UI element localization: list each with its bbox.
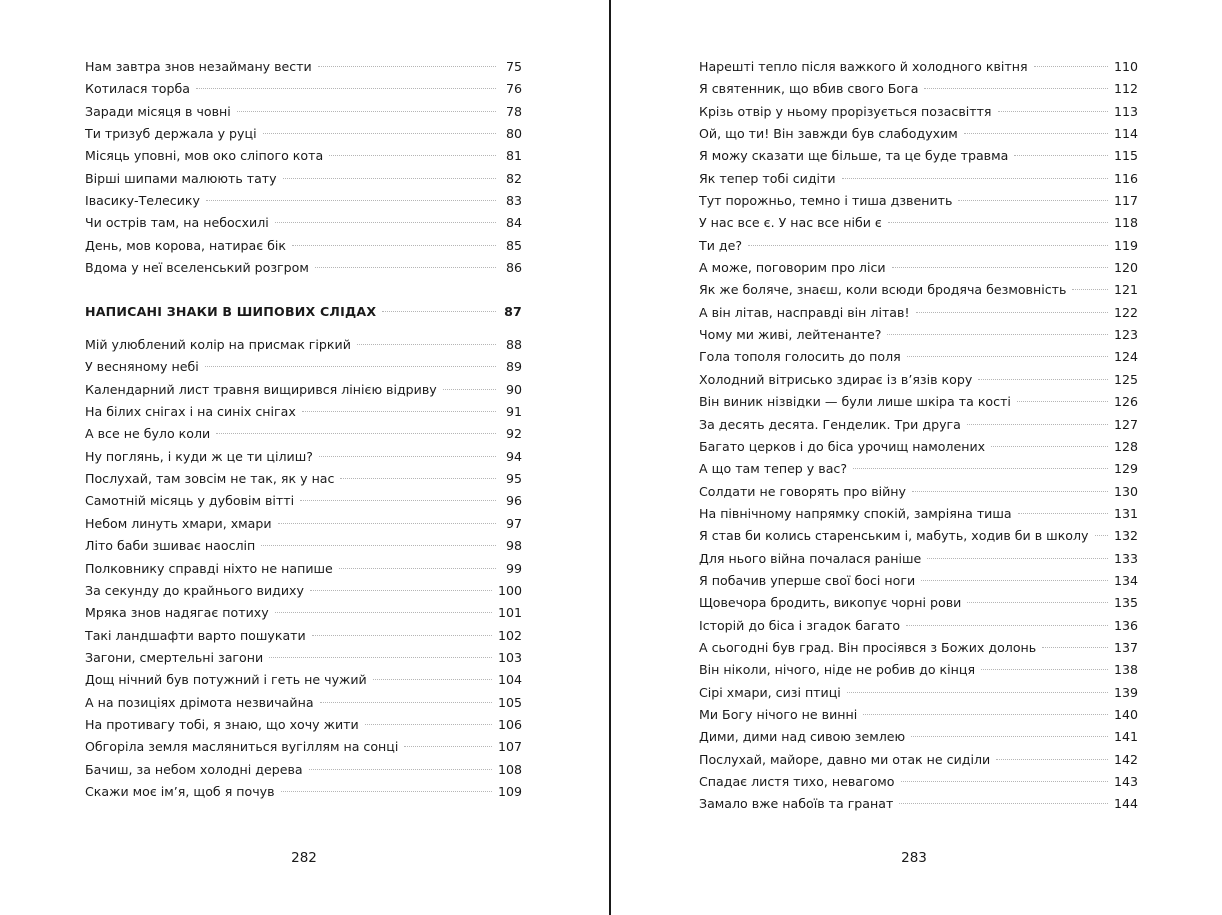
- dot-leader: [853, 468, 1108, 469]
- toc-entry: [699, 145, 1138, 167]
- dot-leader: [302, 411, 496, 412]
- entry-page-number: 135: [1113, 595, 1138, 611]
- toc-entry: [85, 669, 522, 691]
- entry-title: Чи острів там, на небосхилі: [85, 215, 269, 231]
- toc-entry: [85, 212, 522, 234]
- dot-leader: [339, 568, 496, 569]
- entry-page-number: 92: [505, 426, 522, 442]
- entry-title: Для нього війна почалася раніше: [699, 550, 922, 566]
- toc-entry: [85, 168, 522, 190]
- toc-entry: [85, 535, 522, 557]
- dot-leader: [842, 178, 1108, 179]
- entry-title: Вдома у неї вселенський розгром: [85, 260, 309, 276]
- entry-title: У нас все є. У нас все ніби є: [699, 215, 882, 231]
- dot-leader: [911, 736, 1108, 737]
- toc-entry: [699, 436, 1138, 458]
- entry-title: Я став би колись старенським і, мабуть, ходив би в школу: [699, 528, 1089, 544]
- toc-entry: [699, 235, 1138, 257]
- entry-page-number: 118: [1113, 215, 1138, 231]
- entry-title: Вірші шипами малюють тату: [85, 170, 277, 186]
- entry-page-number: 84: [505, 215, 522, 231]
- entry-title: Дими, дими над сивою землею: [699, 729, 906, 745]
- entry-title: Ну поглянь, і куди ж це ти цілиш?: [85, 448, 313, 464]
- dot-leader: [310, 590, 492, 591]
- dot-leader: [206, 200, 496, 201]
- toc-entry: [85, 334, 522, 356]
- entry-page-number: 97: [505, 515, 522, 531]
- entry-page-number: 143: [1113, 774, 1138, 789]
- dot-leader: [998, 111, 1108, 112]
- dot-leader: [261, 545, 496, 546]
- dot-leader: [275, 222, 496, 223]
- dot-leader: [847, 692, 1108, 693]
- page-number-left: 282: [291, 850, 317, 866]
- dot-leader: [196, 88, 496, 89]
- entry-title: Як тепер тобі сидіти: [699, 170, 836, 186]
- entry-title: А може, поговорим про ліси: [699, 260, 886, 276]
- entry-title: Мряка знов надягає потиху: [85, 605, 269, 621]
- dot-leader: [216, 433, 496, 434]
- dot-leader: [312, 635, 492, 636]
- toc-entry: [699, 279, 1138, 301]
- dot-leader: [916, 312, 1108, 313]
- dot-leader: [901, 781, 1108, 782]
- dot-leader: [320, 702, 492, 703]
- entry-title: Крізь отвір у ньому прорізується позасвіття: [699, 103, 992, 119]
- entry-page-number: 128: [1113, 438, 1138, 454]
- toc-entry: [85, 558, 522, 580]
- entry-page-number: 100: [497, 582, 522, 598]
- dot-leader: [263, 133, 496, 134]
- entry-page-number: 131: [1113, 505, 1138, 521]
- dot-leader: [921, 580, 1108, 581]
- dot-leader: [278, 523, 496, 524]
- entry-page-number: 86: [505, 260, 522, 276]
- dot-leader: [967, 424, 1108, 425]
- dot-leader: [269, 657, 492, 658]
- toc-entry: [699, 78, 1138, 100]
- toc-entry: [699, 548, 1138, 570]
- toc-entry: [699, 324, 1138, 346]
- dot-leader: [382, 311, 496, 312]
- dot-leader: [1072, 289, 1108, 290]
- entry-title: На білих снігах і на синіх снігах: [85, 404, 296, 420]
- entry-title: Котилася торба: [85, 81, 190, 97]
- toc-entry: [699, 570, 1138, 592]
- entry-page-number: 140: [1113, 706, 1138, 722]
- dot-leader: [1018, 513, 1108, 514]
- dot-leader: [924, 88, 1108, 89]
- entry-page-number: 103: [497, 649, 522, 665]
- entry-page-number: 108: [497, 761, 522, 777]
- dot-leader: [319, 456, 496, 457]
- dot-leader: [899, 803, 1108, 804]
- entry-title: Історій до біса і згадок багато: [699, 617, 901, 633]
- entry-title: Літо баби зшиває наосліп: [85, 538, 256, 554]
- entry-title: На противагу тобі, я знаю, що хочу жити: [85, 716, 359, 732]
- dot-leader: [967, 602, 1108, 603]
- entry-title: Заради місяця в човні: [85, 103, 231, 119]
- toc-entry: [85, 736, 522, 758]
- entry-title: Ти тризуб держала у руці: [85, 126, 257, 142]
- entry-title: Я святенник, що вбив свого Бога: [699, 81, 919, 97]
- entry-title: День, мов корова, натирає бік: [85, 237, 287, 253]
- entry-title: Гола тополя голосить до поля: [699, 349, 901, 365]
- entry-title: Я побачив уперше свої босі ноги: [699, 572, 916, 588]
- entry-page-number: 116: [1113, 170, 1138, 186]
- section-page-number: 87: [504, 304, 522, 320]
- entry-title: Такі ландшафти варто пошукати: [85, 627, 306, 643]
- dot-leader: [907, 356, 1108, 357]
- dot-leader: [892, 267, 1108, 268]
- dot-leader: [365, 724, 492, 725]
- dot-leader: [1014, 155, 1108, 156]
- entry-page-number: 134: [1113, 572, 1138, 588]
- entry-page-number: 75: [505, 59, 522, 74]
- dot-leader: [888, 222, 1108, 223]
- entry-page-number: 127: [1113, 416, 1138, 432]
- entry-page-number: 106: [497, 716, 522, 732]
- entry-page-number: 94: [505, 448, 522, 464]
- dot-leader: [1042, 647, 1108, 648]
- entry-page-number: 122: [1113, 304, 1138, 320]
- entry-title: А сьогодні був град. Він просіявся з Божих долонь: [699, 639, 1037, 655]
- entry-page-number: 126: [1113, 394, 1138, 410]
- dot-leader: [205, 366, 496, 367]
- dot-leader: [404, 746, 492, 747]
- entry-page-number: 138: [1113, 662, 1138, 678]
- toc-entry: [85, 490, 522, 512]
- section-title: НАПИСАНІ ЗНАКИ В ШИПОВИХ СЛІДАХ: [85, 304, 377, 320]
- toc-entry: [85, 190, 522, 212]
- entry-title: Холодний вітрисько здирає із в’язів кору: [699, 371, 973, 387]
- dot-leader: [991, 446, 1108, 447]
- dot-leader: [300, 500, 496, 501]
- entry-title: Солдати не говорять про війну: [699, 483, 906, 499]
- entry-title: Чому ми живі, лейтенанте?: [699, 327, 882, 343]
- entry-page-number: 98: [505, 538, 522, 554]
- entry-title: Самотній місяць у дубовім вітті: [85, 493, 295, 509]
- entry-page-number: 101: [497, 605, 522, 621]
- toc-entry: [699, 726, 1138, 748]
- entry-title: Нам завтра знов незайману вести: [85, 59, 312, 74]
- dot-leader: [329, 155, 496, 156]
- dot-leader: [958, 200, 1108, 201]
- entry-page-number: 117: [1113, 193, 1138, 209]
- entry-page-number: 76: [505, 81, 522, 97]
- toc-entry: [699, 56, 1138, 78]
- dot-leader: [340, 478, 496, 479]
- toc-entry: [85, 580, 522, 602]
- entry-page-number: 136: [1113, 617, 1138, 633]
- entry-title: Послухай, там зовсім не так, як у нас: [85, 471, 335, 487]
- entry-title: Небом линуть хмари, хмари: [85, 515, 272, 531]
- entry-page-number: 109: [497, 783, 522, 799]
- toc-entry: [85, 257, 522, 279]
- toc-entry: [85, 781, 522, 803]
- dot-leader: [978, 379, 1108, 380]
- toc-entry: [699, 212, 1138, 234]
- entry-title: За десять десята. Генделик. Три друга: [699, 416, 961, 432]
- toc-entry: [85, 379, 522, 401]
- entry-page-number: 133: [1113, 550, 1138, 566]
- entry-page-number: 112: [1113, 81, 1138, 97]
- entry-page-number: 113: [1113, 103, 1138, 119]
- entry-page-number: 78: [505, 103, 522, 119]
- entry-title: За секунду до крайнього видиху: [85, 582, 304, 598]
- dot-leader: [443, 389, 496, 390]
- entry-title: Нарешті тепло після важкого й холодного квітня: [699, 59, 1028, 74]
- entry-title: А він літав, насправді він літав!: [699, 304, 910, 320]
- toc-entry: [699, 458, 1138, 480]
- entry-title: Щовечора бродить, викопує чорні рови: [699, 595, 962, 611]
- dot-leader: [373, 679, 492, 680]
- entry-page-number: 105: [497, 694, 522, 710]
- entry-page-number: 81: [505, 148, 522, 164]
- entry-title: Бачиш, за небом холодні дерева: [85, 761, 303, 777]
- dot-leader: [927, 558, 1108, 559]
- toc-entry: [699, 257, 1138, 279]
- toc-entry: [85, 423, 522, 445]
- toc-entry: [85, 446, 522, 468]
- entry-page-number: 83: [505, 193, 522, 209]
- toc-entry: [699, 391, 1138, 413]
- entry-title: Івасику-Телесику: [85, 193, 200, 209]
- entry-title: А на позиціях дрімота незвичайна: [85, 694, 314, 710]
- entry-title: Мій улюблений колір на присмак гіркий: [85, 337, 351, 353]
- page-number-right: 283: [901, 850, 927, 866]
- entry-page-number: 120: [1113, 260, 1138, 276]
- toc-entry: [699, 525, 1138, 547]
- entry-page-number: 139: [1113, 684, 1138, 700]
- dot-leader: [912, 491, 1108, 492]
- toc-entry: [85, 759, 522, 781]
- entry-title: А що там тепер у вас?: [699, 461, 848, 477]
- toc-entry: [699, 592, 1138, 614]
- toc-entry: [699, 123, 1138, 145]
- toc-entry: [85, 625, 522, 647]
- toc-entry: [699, 793, 1138, 815]
- entry-page-number: 124: [1113, 349, 1138, 365]
- entry-page-number: 114: [1113, 126, 1138, 142]
- entry-page-number: 107: [497, 739, 522, 755]
- toc-list-right: [699, 56, 1138, 816]
- entry-title: Багато церков і до біса урочищ намолених: [699, 438, 986, 454]
- right-page: [612, 0, 1222, 915]
- dot-leader: [964, 133, 1108, 134]
- entry-title: Сірі хмари, сизі птиці: [699, 684, 841, 700]
- entry-page-number: 80: [505, 126, 522, 142]
- entry-page-number: 88: [505, 337, 522, 353]
- toc-entry: [85, 401, 522, 423]
- entry-title: Ти де?: [699, 237, 743, 253]
- entry-page-number: 99: [505, 560, 522, 576]
- toc-entry: [85, 692, 522, 714]
- entry-title: Він виник нізвідки — були лише шкіра та кості: [699, 394, 1011, 410]
- toc-entry: [699, 369, 1138, 391]
- entry-title: Тут порожньо, темно і тиша дзвенить: [699, 193, 953, 209]
- toc-entry: [85, 602, 522, 624]
- toc-entry: [699, 637, 1138, 659]
- dot-leader: [906, 625, 1108, 626]
- dot-leader: [748, 245, 1108, 246]
- toc-entry: [699, 346, 1138, 368]
- toc-entry: [699, 749, 1138, 771]
- toc-entry: [699, 414, 1138, 436]
- entry-page-number: 125: [1113, 371, 1138, 387]
- toc-entry: [85, 56, 522, 78]
- toc-entry: [699, 101, 1138, 123]
- entry-page-number: 104: [497, 672, 522, 688]
- entry-page-number: 85: [505, 237, 522, 253]
- entry-title: Ой, що ти! Він завжди був слабодухим: [699, 126, 958, 142]
- dot-leader: [887, 334, 1107, 335]
- toc-entry: [699, 659, 1138, 681]
- entry-page-number: 95: [505, 471, 522, 487]
- dot-leader: [237, 111, 496, 112]
- dot-leader: [309, 769, 492, 770]
- entry-title: На північному напрямку спокій, замріяна тиша: [699, 505, 1012, 521]
- dot-leader: [292, 245, 496, 246]
- toc-entry: [85, 468, 522, 490]
- entry-page-number: 90: [505, 381, 522, 397]
- dot-leader: [863, 714, 1108, 715]
- toc-entry: [699, 168, 1138, 190]
- dot-leader: [318, 66, 496, 67]
- entry-title: Ми Богу нічого не винні: [699, 706, 858, 722]
- toc-entry: [699, 302, 1138, 324]
- dot-leader: [981, 669, 1108, 670]
- entry-title: Як же боляче, знаєш, коли всюди бродяча безмовність: [699, 282, 1067, 298]
- entry-page-number: 141: [1113, 729, 1138, 745]
- entry-title: Замало вже набоїв та гранат: [699, 796, 894, 812]
- entry-page-number: 130: [1113, 483, 1138, 499]
- toc-section-heading: [85, 301, 522, 323]
- toc-entry: [85, 356, 522, 378]
- entry-page-number: 142: [1113, 751, 1138, 767]
- entry-page-number: 132: [1113, 528, 1138, 544]
- dot-leader: [1095, 535, 1108, 536]
- entry-page-number: 96: [505, 493, 522, 509]
- entry-title: Я можу сказати ще більше, та це буде травма: [699, 148, 1009, 164]
- dot-leader: [357, 344, 496, 345]
- toc-entry: [85, 513, 522, 535]
- toc-entry: [85, 101, 522, 123]
- dot-leader: [281, 791, 492, 792]
- toc-entry: [699, 615, 1138, 637]
- toc-list-left: [85, 56, 522, 803]
- entry-page-number: 119: [1113, 237, 1138, 253]
- dot-leader: [1034, 66, 1108, 67]
- entry-page-number: 91: [505, 404, 522, 420]
- entry-page-number: 121: [1113, 282, 1138, 298]
- entry-title: Загони, смертельні загони: [85, 649, 264, 665]
- toc-entry: [699, 190, 1138, 212]
- entry-title: Місяць уповні, мов око сліпого кота: [85, 148, 324, 164]
- entry-page-number: 137: [1113, 639, 1138, 655]
- entry-page-number: 144: [1113, 796, 1138, 812]
- entry-title: Послухай, майоре, давно ми отак не сиділи: [699, 751, 991, 767]
- toc-entry: [85, 714, 522, 736]
- entry-title: Скажи моє ім’я, щоб я почув: [85, 783, 275, 799]
- entry-page-number: 123: [1113, 327, 1138, 343]
- entry-page-number: 89: [505, 359, 522, 375]
- toc-entry: [699, 704, 1138, 726]
- dot-leader: [315, 267, 496, 268]
- dot-leader: [1017, 401, 1108, 402]
- left-page: [0, 0, 610, 915]
- entry-page-number: 102: [497, 627, 522, 643]
- entry-page-number: 110: [1113, 59, 1138, 74]
- entry-title: У весняному небі: [85, 359, 199, 375]
- dot-leader: [283, 178, 496, 179]
- toc-entry: [699, 682, 1138, 704]
- entry-page-number: 129: [1113, 461, 1138, 477]
- book-gutter-line: [609, 0, 611, 915]
- entry-title: Спадає листя тихо, невагомо: [699, 774, 895, 789]
- toc-entry: [85, 647, 522, 669]
- toc-entry: [85, 145, 522, 167]
- entry-title: Полковнику справді ніхто не напише: [85, 560, 333, 576]
- entry-title: Календарний лист травня вищирився лінією відриву: [85, 381, 437, 397]
- dot-leader: [275, 612, 492, 613]
- toc-entry: [699, 771, 1138, 793]
- entry-page-number: 115: [1113, 148, 1138, 164]
- toc-entry: [699, 503, 1138, 525]
- dot-leader: [996, 759, 1108, 760]
- entry-title: Дощ нічний був потужний і геть не чужий: [85, 672, 367, 688]
- toc-entry: [699, 481, 1138, 503]
- toc-entry: [85, 78, 522, 100]
- toc-entry: [85, 123, 522, 145]
- entry-title: Обгоріла земля масляниться вугіллям на сонці: [85, 739, 399, 755]
- entry-title: А все не було коли: [85, 426, 211, 442]
- entry-title: Він ніколи, нічого, ніде не робив до кінця: [699, 662, 976, 678]
- entry-page-number: 82: [505, 170, 522, 186]
- toc-entry: [85, 235, 522, 257]
